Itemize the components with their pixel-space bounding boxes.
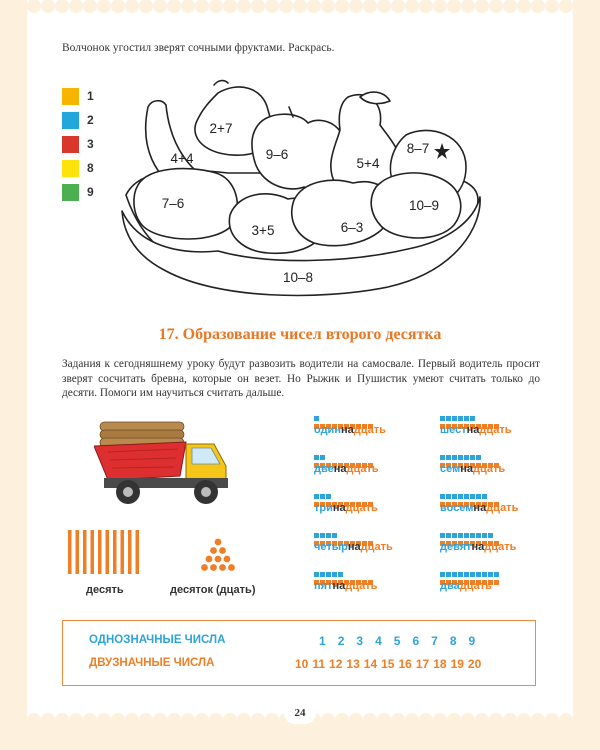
- ten-sticks-icon: [66, 530, 146, 574]
- legend-number: 2: [87, 113, 94, 127]
- digit-number: 3: [356, 634, 364, 648]
- word-units-part: две: [314, 463, 334, 475]
- ten-squares: [314, 416, 393, 422]
- ten-squares: [314, 533, 393, 539]
- word-units-part: шест: [440, 424, 467, 436]
- dot: [224, 556, 231, 563]
- digit-summary-table: [62, 620, 536, 686]
- dump-truck-illustration: [94, 414, 244, 514]
- stick: [106, 530, 110, 574]
- number-word: [440, 502, 518, 514]
- ten-squares: [440, 572, 518, 578]
- dot: [219, 547, 226, 554]
- number-word-entry: [440, 447, 518, 486]
- digit-number: 6: [412, 634, 420, 648]
- legend-swatch: [62, 88, 79, 105]
- word-na-part: на: [333, 463, 347, 475]
- word-tens-part: дцать: [459, 580, 492, 592]
- fruit-expression: 4+4: [170, 151, 194, 166]
- word-na-part: на: [347, 541, 361, 553]
- number-word-entry: [314, 408, 393, 447]
- word-na-part: на: [332, 580, 346, 592]
- word-units-part: сем: [440, 463, 461, 475]
- units-squares: [440, 525, 518, 531]
- single-digit-label: ОДНОЗНАЧНЫЕ ЧИСЛА: [89, 634, 226, 646]
- legend-swatch: [62, 112, 79, 129]
- number-word-entry: [440, 525, 518, 564]
- ten-squares: [440, 455, 518, 461]
- number-word: [440, 463, 518, 475]
- legend-number: 1: [87, 89, 94, 103]
- stick: [121, 530, 125, 574]
- fruit-expression: 6–3: [340, 220, 364, 235]
- dot: [228, 564, 235, 571]
- ten-squares: [440, 416, 518, 422]
- digit-number: 5: [393, 634, 401, 648]
- digit-number: 19: [450, 657, 464, 671]
- stick: [83, 530, 87, 574]
- ten-squares: [314, 494, 393, 500]
- fruit-expression: 8–7: [406, 141, 430, 156]
- digit-number: 12: [329, 657, 343, 671]
- stick: [128, 530, 132, 574]
- dot: [201, 564, 208, 571]
- word-units-part: три: [314, 502, 333, 514]
- legend-swatch: [62, 160, 79, 177]
- lesson-paragraph: Задания к сегодняшнему уроку будут развозить водители на самосвале. Первый водитель просит зверят сосчитать бревна, которые он везет. Но Рыжик и Пушистик умеют считать только до десяти. Помоги им научиться считать дальше.: [62, 358, 540, 399]
- units-squares: [440, 564, 518, 570]
- number-word-entry: [314, 564, 393, 603]
- digit-number: 10: [295, 657, 309, 671]
- legend-swatch: [62, 184, 79, 201]
- digit-number: 16: [398, 657, 412, 671]
- legend-item: [62, 108, 94, 132]
- wheel-icon: [194, 480, 218, 504]
- digit-number: 9: [468, 634, 476, 648]
- number-word: [314, 424, 393, 436]
- legend-number: 3: [87, 137, 94, 151]
- digit-number: 8: [449, 634, 457, 648]
- double-digit-label: ДВУЗНАЧНЫЕ ЧИСЛА: [89, 657, 215, 669]
- word-units-part: восем: [440, 502, 474, 514]
- wheel-icon: [116, 480, 140, 504]
- page-number: 24: [284, 702, 316, 724]
- word-na-part: на: [466, 424, 480, 436]
- legend-item: [62, 132, 94, 156]
- lesson-title: 17. Образование чисел второго десятка: [158, 326, 442, 343]
- fruit-bowl-illustration: [118, 75, 488, 300]
- word-tens-part: дцать: [486, 502, 519, 514]
- number-word: [314, 502, 393, 514]
- digit-number: 7: [431, 634, 438, 648]
- units-squares: [440, 486, 518, 492]
- stick: [136, 530, 140, 574]
- word-units-part: девят: [440, 541, 472, 553]
- number-word: [314, 463, 393, 475]
- units-squares: [440, 408, 518, 414]
- word-tens-part: дцать: [345, 502, 378, 514]
- legend-number: 9: [87, 185, 94, 199]
- label-desyatok: десяток (дцать): [170, 584, 256, 596]
- ten-squares: [440, 533, 518, 539]
- units-squares: [314, 564, 393, 570]
- digit-number: 15: [381, 657, 395, 671]
- dot: [215, 539, 222, 546]
- scallop-top-border: [27, 0, 573, 18]
- word-na-part: на: [340, 424, 354, 436]
- digit-number: 2: [337, 634, 345, 648]
- units-squares: [314, 486, 393, 492]
- fruit-expression: 10–9: [408, 198, 440, 213]
- number-words-right-column: [440, 408, 518, 603]
- number-words-left-column: [314, 408, 393, 603]
- number-word-entry: [440, 486, 518, 525]
- units-squares: [314, 525, 393, 531]
- legend-item: [62, 156, 94, 180]
- word-units-part: один: [314, 424, 341, 436]
- units-squares: [314, 447, 393, 453]
- word-tens-part: дцать: [479, 424, 512, 436]
- stick: [68, 530, 72, 574]
- word-na-part: на: [471, 541, 485, 553]
- dot: [219, 564, 226, 571]
- number-word: [440, 424, 518, 436]
- number-word: [440, 580, 518, 592]
- fruit-expression: 2+7: [209, 121, 233, 136]
- word-units-part: два: [440, 580, 460, 592]
- intro-text: Волчонок угостил зверят сочными фруктами. Раскрась.: [62, 42, 335, 54]
- word-tens-part: дцать: [353, 424, 386, 436]
- ten-dots-triangle-icon: [200, 538, 236, 572]
- dot: [210, 547, 217, 554]
- word-units-part: четыр: [314, 541, 348, 553]
- ten-squares: [314, 572, 393, 578]
- digit-number: 1: [319, 634, 326, 648]
- stick: [91, 530, 95, 574]
- legend-item: [62, 180, 94, 204]
- fruit-expression: 5+4: [356, 156, 380, 171]
- fruit-expression: 7–6: [161, 196, 185, 211]
- dot: [215, 556, 222, 563]
- digit-number: 14: [363, 657, 378, 671]
- word-tens-part: дцать: [484, 541, 517, 553]
- word-na-part: на: [473, 502, 487, 514]
- digit-number: 20: [467, 657, 482, 671]
- ten-squares: [440, 494, 518, 500]
- word-units-part: пят: [314, 580, 333, 592]
- number-word-entry: [440, 408, 518, 447]
- double-digit-numbers: [295, 657, 485, 671]
- digit-number: 11: [312, 657, 326, 671]
- fruit-expression: 10–8: [282, 270, 314, 285]
- units-squares: [314, 408, 393, 414]
- digit-number: 18: [433, 657, 447, 671]
- digit-number: 17: [415, 657, 430, 671]
- digit-number: 13: [346, 657, 360, 671]
- stick: [76, 530, 80, 574]
- word-na-part: на: [460, 463, 473, 475]
- legend-item: [62, 84, 94, 108]
- fruit-expression: 3+5: [251, 223, 275, 238]
- label-desyat: десять: [86, 584, 124, 596]
- stick: [113, 530, 117, 574]
- color-legend: [62, 84, 94, 204]
- word-tens-part: дцать: [360, 541, 393, 553]
- number-word-entry: [314, 486, 393, 525]
- number-word: [314, 580, 393, 592]
- number-word: [314, 541, 393, 553]
- number-word-entry: [314, 525, 393, 564]
- number-word-entry: [314, 447, 393, 486]
- digit-number: 4: [375, 634, 382, 648]
- word-na-part: на: [332, 502, 346, 514]
- stick: [98, 530, 102, 574]
- word-tens-part: дцать: [346, 463, 379, 475]
- word-tens-part: дцать: [345, 580, 378, 592]
- word-tens-part: дцать: [473, 463, 506, 475]
- dot: [206, 556, 213, 563]
- legend-swatch: [62, 136, 79, 153]
- number-word: [440, 541, 518, 553]
- dot: [210, 564, 217, 571]
- ten-squares: [314, 455, 393, 461]
- single-digit-numbers: [319, 634, 487, 648]
- fruit-expression: 9–6: [265, 147, 289, 162]
- number-word-entry: [440, 564, 518, 603]
- legend-number: 8: [87, 161, 94, 175]
- units-squares: [440, 447, 518, 453]
